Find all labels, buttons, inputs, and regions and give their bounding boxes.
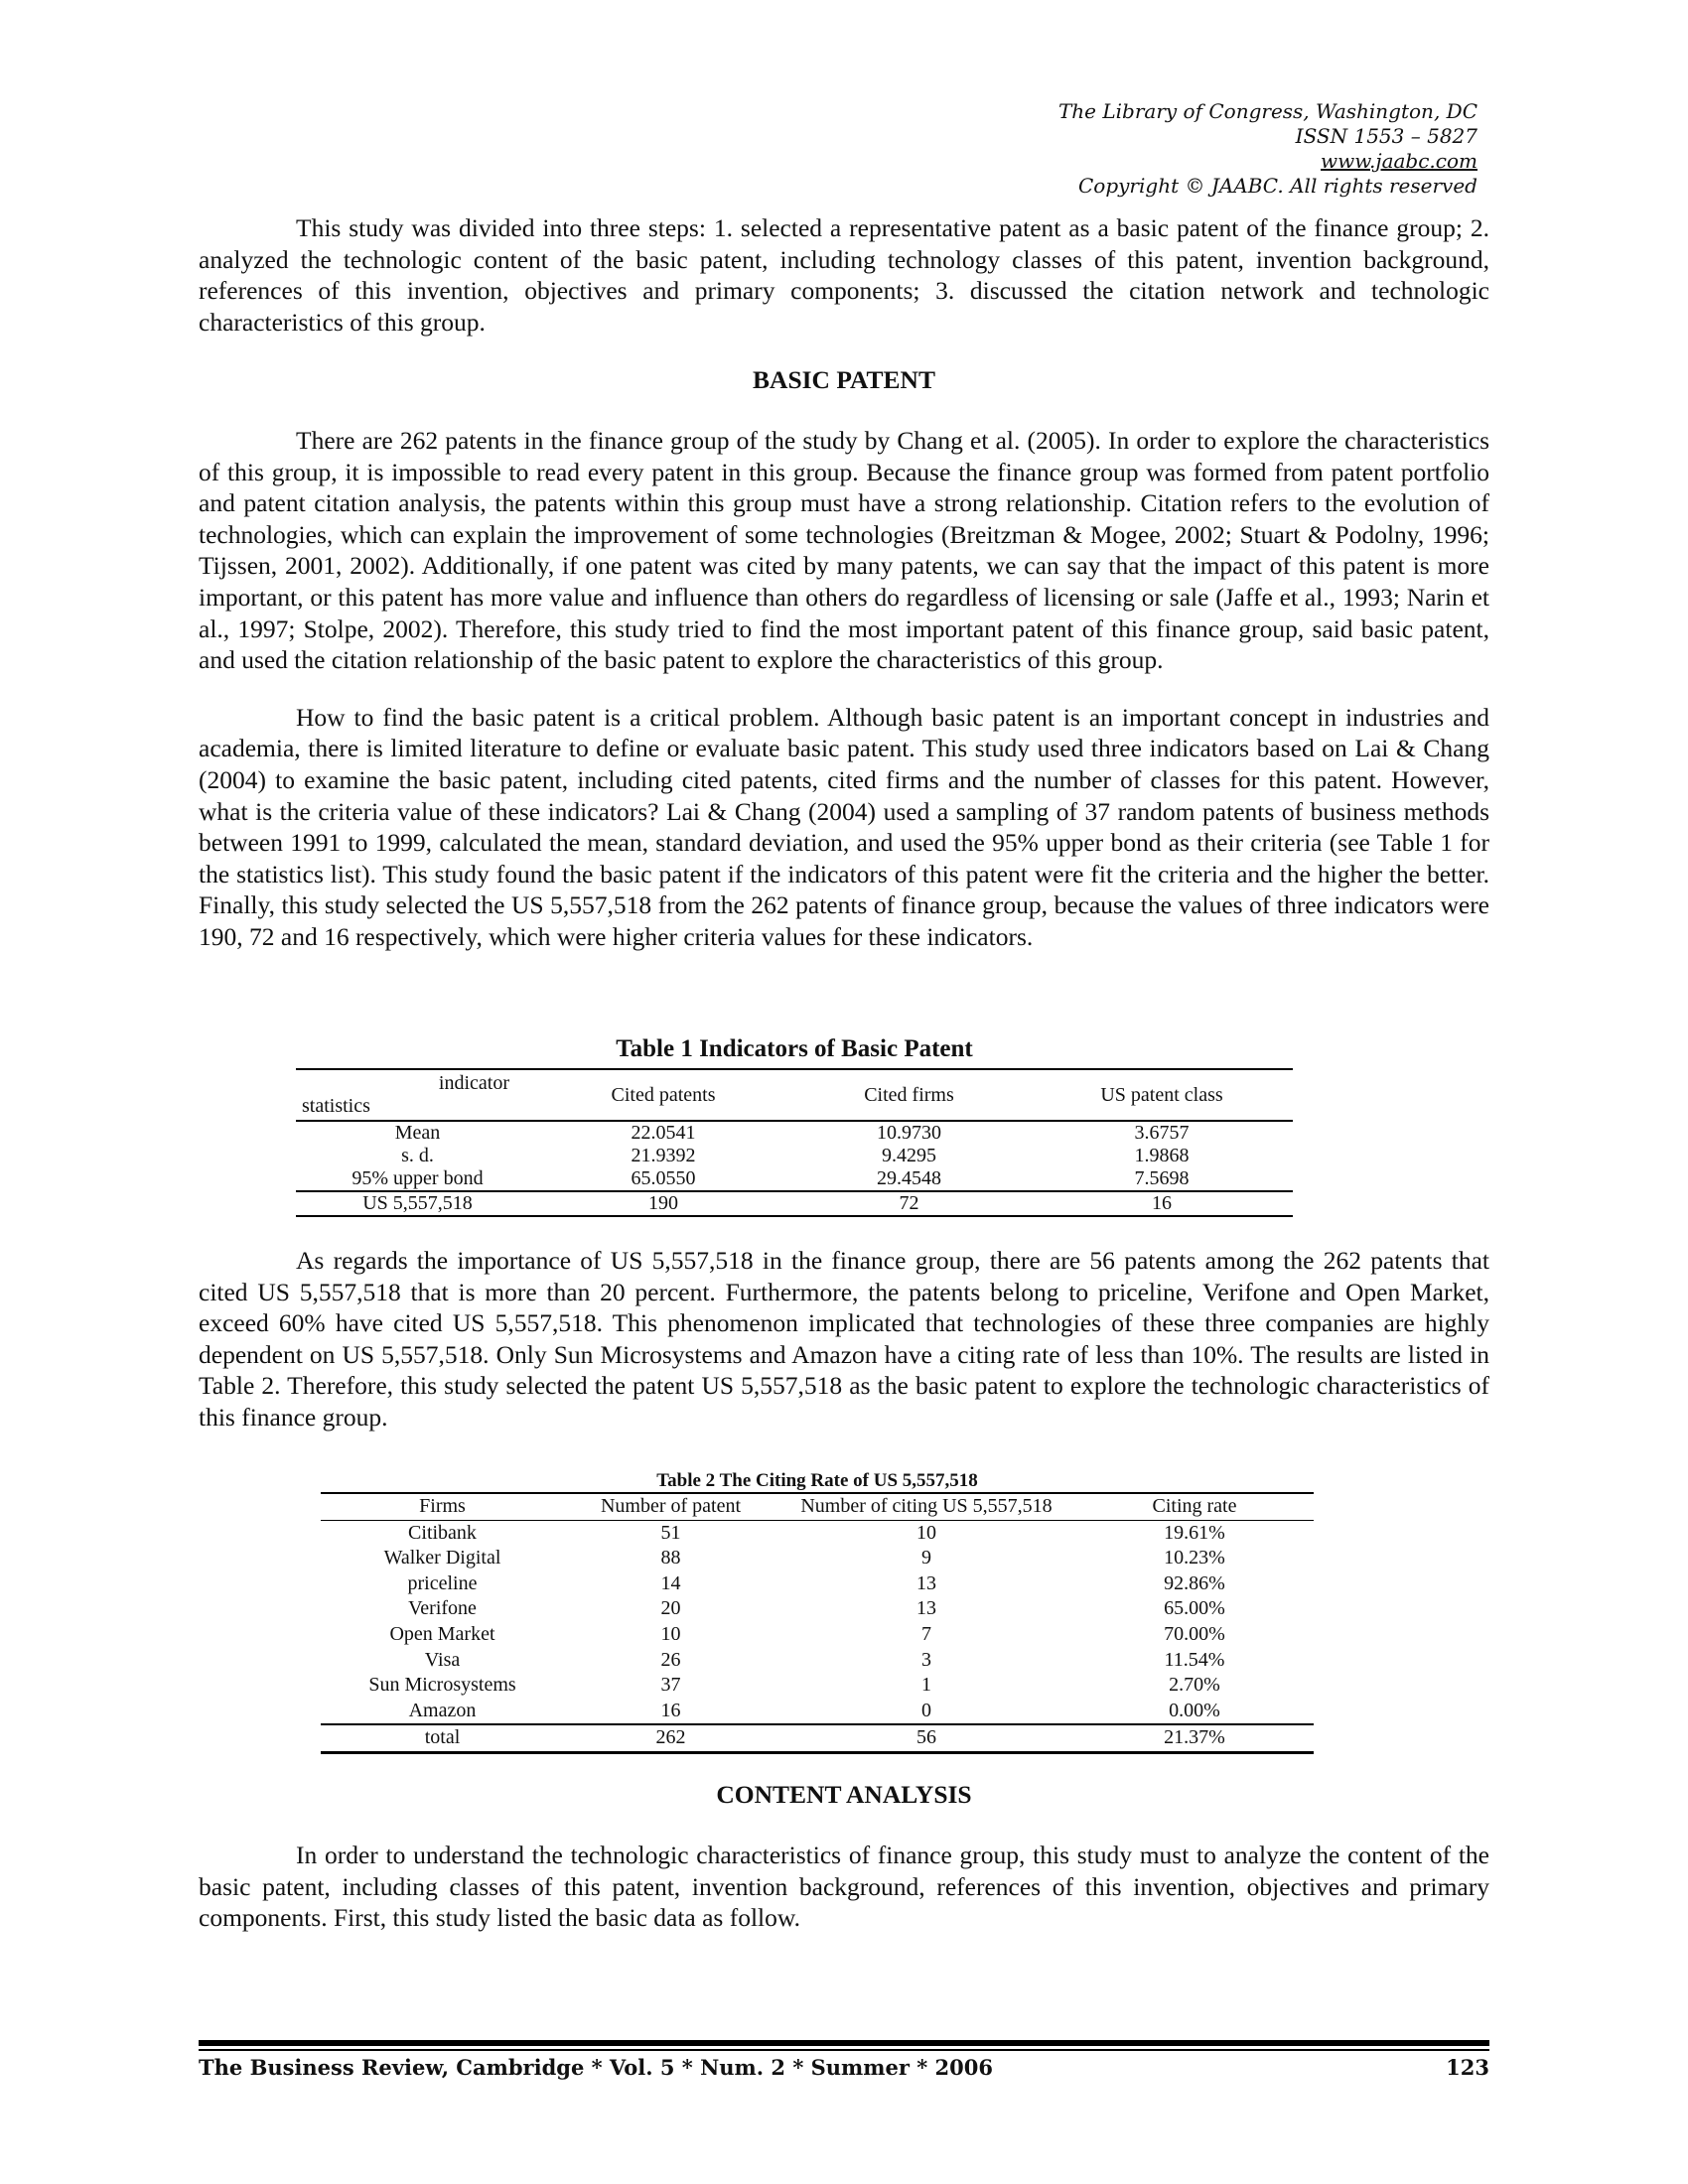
table1-cell: 190 bbox=[648, 1192, 678, 1214]
table2-cell: Visa bbox=[424, 1648, 461, 1671]
table1-cell: 72 bbox=[899, 1192, 919, 1214]
table2-cell: 0.00% bbox=[1169, 1699, 1220, 1721]
table2-col-header: Number of patent bbox=[600, 1495, 742, 1517]
footer-journal: The Business Review, Cambridge * Vol. 5 * Num. 2 * Summer * 2006 bbox=[199, 2055, 993, 2080]
table1-row-label: 95% upper bond bbox=[352, 1167, 484, 1189]
table2-cell: Sun Microsystems bbox=[368, 1674, 516, 1697]
table2-cell: 9 bbox=[921, 1547, 931, 1570]
table2-row bbox=[321, 1622, 1314, 1648]
table2-cell: 56 bbox=[916, 1726, 936, 1749]
table1-title: Table 1 Indicators of Basic Patent bbox=[616, 1035, 973, 1062]
basic-patent-text bbox=[199, 425, 1489, 953]
table1-cell: 22.0541 bbox=[631, 1122, 696, 1144]
table2-cell: 16 bbox=[660, 1699, 681, 1721]
table2-cell: Amazon bbox=[408, 1699, 477, 1721]
table2-title: Table 2 The Citing Rate of US 5,557,518 bbox=[656, 1470, 978, 1491]
table1-cell: 21.9392 bbox=[631, 1145, 696, 1166]
table1-row bbox=[296, 1167, 1293, 1191]
table1-cell: 29.4548 bbox=[877, 1167, 941, 1189]
table1-cell: 16 bbox=[1152, 1192, 1172, 1214]
table1-cell: 10.9730 bbox=[877, 1122, 941, 1144]
masthead-library: The Library of Congress, Washington, DC bbox=[1057, 99, 1477, 123]
table1-row-label: Mean bbox=[394, 1122, 441, 1144]
table1-cell: 9.4295 bbox=[882, 1145, 936, 1166]
table2-col-header: Citing rate bbox=[1152, 1495, 1237, 1517]
table2-cell: 3 bbox=[921, 1648, 931, 1671]
table2-row bbox=[321, 1699, 1314, 1725]
table2-cell: 21.37% bbox=[1164, 1726, 1225, 1749]
table2-header-row bbox=[321, 1493, 1314, 1520]
masthead bbox=[1058, 99, 1477, 199]
table1-cell: 3.6757 bbox=[1134, 1122, 1190, 1144]
table2-cell: 51 bbox=[660, 1521, 681, 1544]
table2-cell: 10 bbox=[916, 1521, 936, 1544]
section-heading-basic-patent: BASIC PATENT bbox=[753, 365, 935, 394]
table2-row bbox=[321, 1546, 1314, 1571]
intro-text bbox=[199, 212, 1489, 338]
table1 bbox=[296, 1068, 1293, 1217]
table2-cell: 1 bbox=[921, 1674, 931, 1697]
table2-cell: 70.00% bbox=[1164, 1622, 1225, 1645]
table2-row bbox=[321, 1673, 1314, 1699]
table2-cell: 262 bbox=[655, 1726, 686, 1749]
table2-cell: Citibank bbox=[408, 1521, 477, 1544]
table2-row bbox=[321, 1571, 1314, 1597]
table1-cell: 7.5698 bbox=[1134, 1167, 1190, 1189]
table2-cell: 65.00% bbox=[1164, 1597, 1225, 1620]
citing-paragraph: As regards the importance of US 5,557,518 in the finance group, there are 56 patents among the 262 patents that cited US 5,557,518 that is more than 20 percent. Furthermore, the patents belong to priceline, Verifone and Open Market, exceed 60% have cited US 5,557,518. This phenomenon implicated that technologies of these three companies are highly dependent on US 5,557,518. Only Sun Microsystems and Amazon have a citing rate of less than 10%. The results are listed in Table 2. Therefore, this study selected the patent US 5,557,518 as the basic patent to explore the technologic characteristics of this finance group. bbox=[199, 1246, 1489, 1432]
table2-cell: 13 bbox=[916, 1571, 936, 1594]
table1-cell: 65.0550 bbox=[631, 1167, 696, 1189]
table1-col-header: Cited patents bbox=[611, 1083, 716, 1106]
table2-cell: 19.61% bbox=[1164, 1521, 1225, 1544]
table1-corner-indicator: indicator bbox=[438, 1072, 509, 1094]
table1-row-label: s. d. bbox=[401, 1145, 434, 1166]
table1-col-header: US patent class bbox=[1100, 1083, 1223, 1106]
content-analysis-text bbox=[199, 1840, 1489, 1934]
table2-row bbox=[321, 1596, 1314, 1622]
table2-row bbox=[321, 1648, 1314, 1674]
table1-corner-cell bbox=[296, 1069, 539, 1121]
masthead-issn: ISSN 1553 – 5827 bbox=[1295, 124, 1477, 148]
table2-cell: 20 bbox=[660, 1597, 681, 1620]
basic-patent-paragraph-2: How to find the basic patent is a critical problem. Although basic patent is an important concept in industries and academia, there is limited literature to define or evaluate basic patent. This study used three indicators based on Lai & Chang (2004) to examine the basic patent, including cited patents, cited firms and the number of classes for this patent. However, what is the criteria value of these indicators? Lai & Chang (2004) used a sampling of 37 random patents of business methods between 1991 to 1999, calculated the mean, standard deviation, and used the 95% upper bond as their criteria (see Table 1 for the statistics list). This study found the basic patent if the indicators of this patent were fit the criteria and the higher the better. Finally, this study selected the US 5,557,518 from the 262 patents of finance group, because the values of three indicators were 190, 72 and 16 respectively, which were higher criteria values for these indicators. bbox=[199, 702, 1489, 951]
table2-cell: 7 bbox=[921, 1622, 931, 1645]
table2-cell: Open Market bbox=[389, 1622, 495, 1645]
intro-paragraph: This study was divided into three steps: 1. selected a representative patent as a basic patent of the finance group; 2. analyzed the technologic content of the basic patent, including technology classes of this patent, invention background, references of this invention, objectives and primary components; 3. discussed the citation network and technologic characteristics of this group. bbox=[199, 213, 1489, 337]
table2-cell: 11.54% bbox=[1164, 1648, 1225, 1671]
table2-cell: 2.70% bbox=[1169, 1674, 1220, 1697]
table2-row bbox=[321, 1520, 1314, 1546]
table2-cell: 13 bbox=[916, 1597, 936, 1620]
table2-col-header: Number of citing US 5,557,518 bbox=[800, 1495, 1053, 1517]
table1-row-label: US 5,557,518 bbox=[362, 1192, 473, 1214]
masthead-copyright: Copyright © JAABC. All rights reserved bbox=[1077, 174, 1477, 198]
table2-cell: Walker Digital bbox=[383, 1547, 501, 1570]
table2-cell: 10 bbox=[660, 1622, 681, 1645]
table2-cell: 10.23% bbox=[1164, 1547, 1225, 1570]
table2-cell: 92.86% bbox=[1164, 1571, 1225, 1594]
table1-row bbox=[296, 1191, 1293, 1216]
content-analysis-paragraph: In order to understand the technologic characteristics of finance group, this study must to analyze the content of the basic patent, including classes of this patent, invention background, references of this invention, objectives and primary components. First, this study listed the basic data as follow. bbox=[199, 1841, 1489, 1933]
table2-col-header: Firms bbox=[419, 1495, 466, 1517]
section-heading-content-analysis: CONTENT ANALYSIS bbox=[716, 1780, 972, 1809]
table2 bbox=[321, 1492, 1314, 1754]
table2-cell: 26 bbox=[660, 1648, 681, 1671]
table2-cell: 88 bbox=[660, 1547, 681, 1570]
page-number: 123 bbox=[1446, 2055, 1489, 2080]
table2-cell: priceline bbox=[407, 1571, 478, 1594]
table2-cell: total bbox=[424, 1726, 461, 1749]
table2-cell: 0 bbox=[921, 1699, 931, 1721]
footer-rule-thick bbox=[199, 2040, 1489, 2046]
after-table1-text bbox=[199, 1245, 1489, 1433]
table1-header-row bbox=[296, 1069, 1293, 1121]
table2-total-row bbox=[321, 1724, 1314, 1752]
table1-cell: 1.9868 bbox=[1134, 1145, 1190, 1166]
table2-cell: 14 bbox=[660, 1571, 681, 1594]
table1-col-header: Cited firms bbox=[864, 1083, 954, 1106]
table2-cell: Verifone bbox=[408, 1597, 477, 1620]
table1-corner-statistics: statistics bbox=[302, 1095, 370, 1117]
basic-patent-paragraph-1: There are 262 patents in the finance group of the study by Chang et al. (2005). In order to explore the characteristics of this group, it is impossible to read every patent in this group. Because the finance group was formed from patent portfolio and patent citation analysis, the patents within this group must have a strong relationship. Citation refers to the evolution of technologies, which can explain the improvement of some technologies (Breitzman & Mogee, 2002; Stuart & Podolny, 1996; Tijssen, 2001, 2002). Additionally, if one patent was cited by many patents, we can say that the impact of this patent is more important, or this patent has more value and influence than others do regardless of licensing or sale (Jaffe et al., 1993; Narin et al., 1997; Stolpe, 2002). Therefore, this study tried to find the most important patent of this finance group, said basic patent, and used the citation relationship of the basic patent to explore the characteristics of this group. bbox=[199, 426, 1489, 675]
table1-row bbox=[296, 1145, 1293, 1167]
footer-rule-thin bbox=[199, 2049, 1489, 2051]
masthead-url-link[interactable]: www.jaabc.com bbox=[1321, 149, 1477, 173]
table2-cell: 37 bbox=[660, 1674, 681, 1697]
table1-row bbox=[296, 1121, 1293, 1145]
